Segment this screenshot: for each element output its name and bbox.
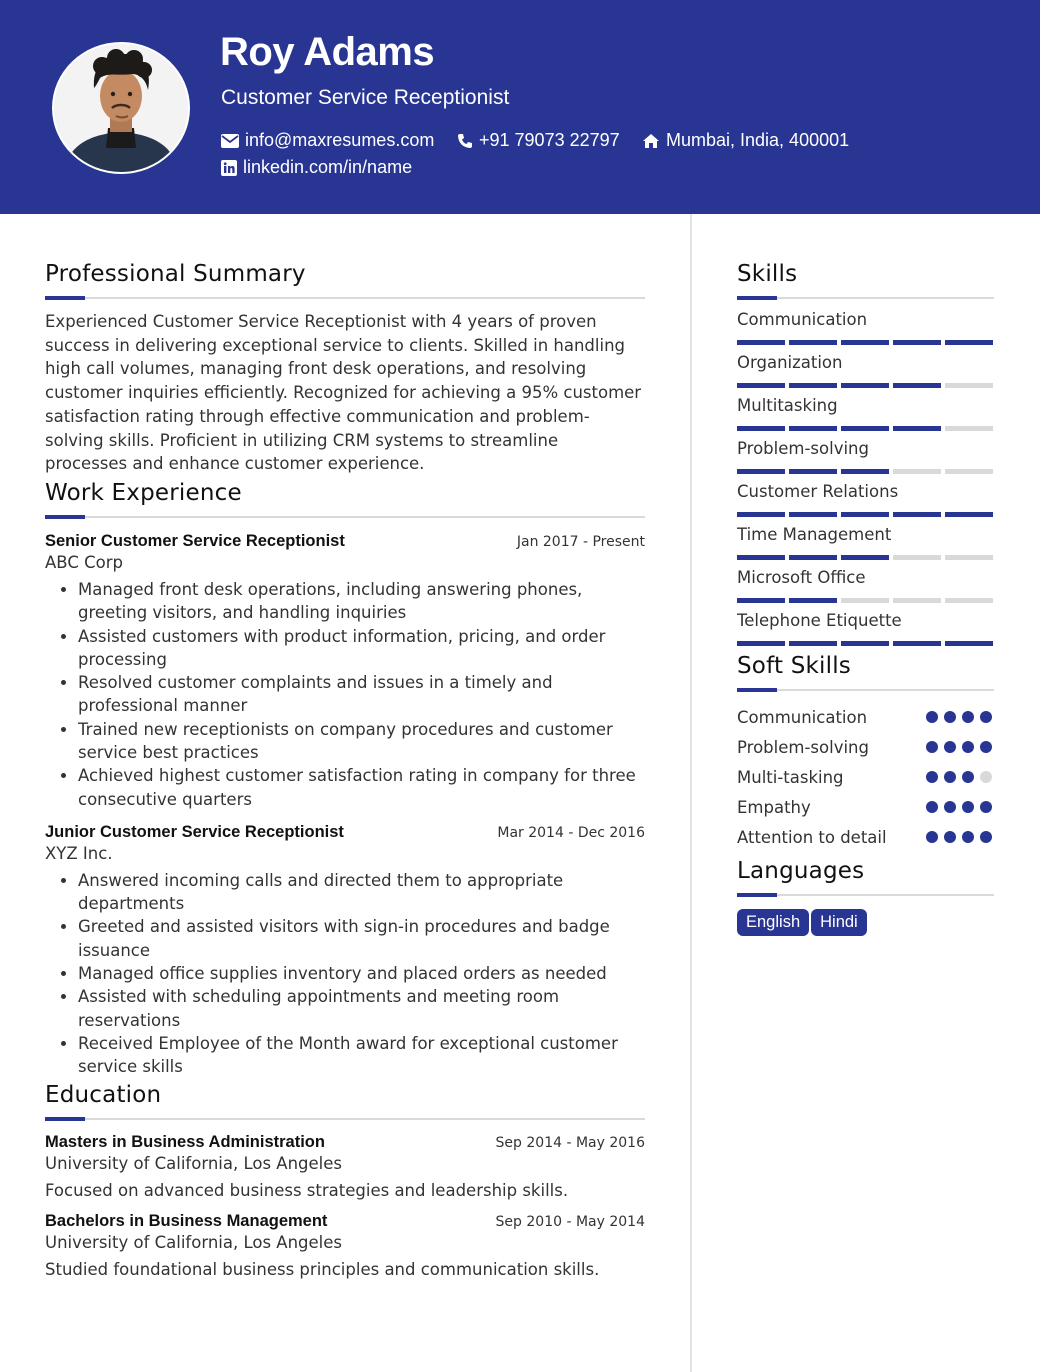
- skill-level-segment: [893, 383, 941, 388]
- linkedin-text: linkedin.com/in/name: [243, 157, 413, 177]
- job-title: Senior Customer Service Receptionist: [45, 531, 345, 550]
- job-bullets: [45, 578, 645, 811]
- rating-dot: [980, 801, 992, 813]
- education-dates: Sep 2014 - May 2016: [495, 1134, 645, 1151]
- skill-level-segment: [789, 383, 837, 388]
- skill-level-segment: [945, 469, 993, 474]
- rating-dot: [944, 831, 956, 843]
- language-badge: English: [737, 909, 809, 936]
- contact-location: [642, 130, 849, 151]
- skill-name: Organization: [737, 353, 843, 372]
- skill-level-bar: [737, 512, 994, 517]
- rating-dot: [980, 771, 992, 783]
- rating-dot: [926, 741, 938, 753]
- skill-name: Telephone Etiquette: [737, 611, 902, 630]
- section-rule: [737, 296, 994, 300]
- skill-name: Multitasking: [737, 396, 838, 415]
- skill-level-segment: [945, 641, 993, 646]
- list-item: • Managed front desk operations, including answering phones, greeting visitors, and handling inquiries: [78, 578, 645, 625]
- education-description: Studied foundational business principles and communication skills.: [45, 1260, 600, 1280]
- education-entry: [45, 1212, 645, 1282]
- list-item: • Assisted with scheduling appointments and meeting room reservations: [78, 985, 645, 1032]
- rating-dot: [944, 711, 956, 723]
- skill-level-bar: [737, 383, 994, 388]
- skill-level-segment: [737, 469, 785, 474]
- skill-level-segment: [893, 512, 941, 517]
- section-rule: [737, 893, 994, 897]
- skill-item: [737, 353, 994, 388]
- skill-level-bar: [737, 598, 994, 603]
- skill-level-segment: [945, 340, 993, 345]
- contact-phone[interactable]: [457, 130, 620, 151]
- soft-skills-list: [737, 706, 994, 849]
- soft-skill-name: Communication: [737, 708, 868, 727]
- skill-level-segment: [893, 426, 941, 431]
- skill-level-segment: [893, 555, 941, 560]
- section-rule: [45, 296, 645, 300]
- skill-level-segment: [737, 383, 785, 388]
- profile-photo: [52, 42, 190, 174]
- rating-dot: [944, 771, 956, 783]
- experience-heading: Work Experience: [45, 479, 242, 506]
- education-entry: [45, 1133, 645, 1203]
- skill-level-segment: [737, 340, 785, 345]
- rating-dot: [944, 741, 956, 753]
- rating-dot: [926, 831, 938, 843]
- skill-item: [737, 482, 994, 517]
- skill-level-bar: [737, 340, 994, 345]
- skill-name: Microsoft Office: [737, 568, 866, 587]
- summary-heading: Professional Summary: [45, 261, 306, 287]
- rating-dot: [980, 711, 992, 723]
- location-text: Mumbai, India, 400001: [666, 130, 850, 150]
- rating-dot: [926, 801, 938, 813]
- skill-level-segment: [893, 598, 941, 603]
- skill-item: [737, 310, 994, 345]
- list-item: • Received Employee of the Month award for exceptional customer service skills: [78, 1032, 645, 1079]
- soft-skills-section: [737, 652, 994, 849]
- soft-skill-rating: [924, 706, 994, 723]
- soft-skill-name: Attention to detail: [737, 828, 887, 847]
- soft-skill-item: [737, 736, 994, 759]
- soft-skills-heading: Soft Skills: [737, 653, 851, 679]
- soft-skill-rating: [924, 766, 994, 783]
- job-entry: [45, 823, 645, 1079]
- skill-level-segment: [737, 641, 785, 646]
- skill-level-segment: [841, 512, 889, 517]
- section-rule: [45, 515, 645, 519]
- degree-title: Masters in Business Administration: [45, 1132, 325, 1151]
- soft-skill-name: Multi-tasking: [737, 768, 844, 787]
- home-icon: [642, 133, 660, 149]
- soft-skill-item: [737, 796, 994, 819]
- list-item: • Managed office supplies inventory and placed orders as needed: [78, 962, 645, 985]
- skill-name: Customer Relations: [737, 482, 899, 501]
- summary-text: Experienced Customer Service Receptionist with 4 years of proven success in delivering exceptional service to clients. Skilled in handling high call volumes, managing front desk operations, and resolving customer inquiries efficiently. Recognized for achieving a 95% customer satisfaction rating through effective communication and problem-solving skills. Proficient in utilizing CRM systems to streamline processes and enhance customer experience.: [45, 312, 642, 474]
- sidebar-column: [737, 214, 994, 936]
- list-item: • Trained new receptionists on company procedures and customer service best practices: [78, 718, 645, 765]
- skills-heading: Skills: [737, 261, 798, 287]
- rating-dot: [962, 801, 974, 813]
- languages-heading: Languages: [737, 858, 865, 884]
- section-rule: [737, 688, 994, 692]
- skills-section: [737, 260, 994, 646]
- degree-title: Bachelors in Business Management: [45, 1212, 328, 1231]
- skill-level-segment: [737, 555, 785, 560]
- skill-level-segment: [737, 426, 785, 431]
- education-description: Focused on advanced business strategies and leadership skills.: [45, 1180, 569, 1200]
- skills-list: [737, 310, 994, 646]
- skill-level-segment: [841, 641, 889, 646]
- soft-skill-rating: [924, 736, 994, 753]
- list-item: • Assisted customers with product information, pricing, and order processing: [78, 625, 645, 672]
- skill-level-segment: [841, 469, 889, 474]
- education-heading: Education: [45, 1081, 162, 1108]
- experience-section: [45, 479, 645, 1079]
- soft-skill-rating: [924, 826, 994, 843]
- education-section: [45, 1081, 645, 1282]
- skill-level-segment: [737, 512, 785, 517]
- skill-level-segment: [789, 426, 837, 431]
- main-column: [45, 214, 645, 1282]
- rating-dot: [944, 801, 956, 813]
- school-name: University of California, Los Angeles: [45, 1153, 343, 1173]
- skill-level-segment: [789, 340, 837, 345]
- rating-dot: [962, 831, 974, 843]
- job-entry: [45, 532, 645, 811]
- rating-dot: [962, 741, 974, 753]
- list-item: • Answered incoming calls and directed them to appropriate departments: [78, 869, 645, 916]
- languages-list: [737, 909, 994, 936]
- contact-linkedin[interactable]: [221, 157, 412, 178]
- envelope-icon: [221, 134, 239, 148]
- language-badge: Hindi: [811, 909, 867, 936]
- skill-level-segment: [789, 598, 837, 603]
- list-item: • Greeted and assisted visitors with sign-in procedures and badge issuance: [78, 915, 645, 962]
- school-name: University of California, Los Angeles: [45, 1233, 343, 1253]
- soft-skill-item: [737, 826, 994, 849]
- skill-level-segment: [841, 598, 889, 603]
- soft-skill-rating: [924, 796, 994, 813]
- skill-level-segment: [945, 512, 993, 517]
- skill-level-segment: [737, 598, 785, 603]
- skill-item: [737, 525, 994, 560]
- contact-email[interactable]: [221, 130, 434, 151]
- resume-header: [0, 0, 1040, 214]
- candidate-title: Customer Service Receptionist: [221, 86, 510, 109]
- skill-level-segment: [893, 340, 941, 345]
- list-item: • Achieved highest customer satisfaction rating in company for three consecutive quarters: [78, 764, 645, 811]
- job-dates: Mar 2014 - Dec 2016: [497, 824, 645, 841]
- summary-section: [45, 260, 645, 476]
- job-company: XYZ Inc.: [45, 843, 113, 863]
- job-bullets: [45, 869, 645, 1079]
- phone-text: +91 79073 22797: [479, 130, 620, 150]
- section-rule: [45, 1117, 645, 1121]
- person-portrait-icon: [54, 44, 188, 172]
- soft-skill-item: [737, 766, 994, 789]
- soft-skill-item: [737, 706, 994, 729]
- skill-level-segment: [893, 469, 941, 474]
- skill-name: Communication: [737, 310, 868, 329]
- phone-icon: [457, 133, 473, 149]
- skill-item: [737, 568, 994, 603]
- languages-section: [737, 857, 994, 936]
- skill-level-segment: [789, 555, 837, 560]
- skill-level-segment: [841, 426, 889, 431]
- rating-dot: [926, 771, 938, 783]
- skill-level-bar: [737, 426, 994, 431]
- skill-level-segment: [945, 383, 993, 388]
- skill-item: [737, 611, 994, 646]
- skill-level-segment: [841, 340, 889, 345]
- rating-dot: [962, 771, 974, 783]
- skill-item: [737, 396, 994, 431]
- rating-dot: [926, 711, 938, 723]
- skill-level-segment: [841, 383, 889, 388]
- candidate-name: Roy Adams: [220, 30, 435, 74]
- rating-dot: [980, 741, 992, 753]
- soft-skill-name: Problem-solving: [737, 738, 869, 757]
- education-dates: Sep 2010 - May 2014: [495, 1214, 645, 1231]
- skill-level-segment: [945, 426, 993, 431]
- skill-level-segment: [789, 469, 837, 474]
- linkedin-icon: [221, 160, 237, 176]
- skill-level-bar: [737, 469, 994, 474]
- rating-dot: [980, 831, 992, 843]
- soft-skill-name: Empathy: [737, 798, 811, 817]
- skill-level-segment: [945, 598, 993, 603]
- job-title: Junior Customer Service Receptionist: [45, 822, 344, 841]
- email-text: info@maxresumes.com: [245, 130, 435, 150]
- list-item: • Resolved customer complaints and issues in a timely and professional manner: [78, 671, 645, 718]
- skill-level-segment: [789, 641, 837, 646]
- job-dates: Jan 2017 - Present: [516, 533, 645, 550]
- skill-item: [737, 439, 994, 474]
- skill-level-segment: [893, 641, 941, 646]
- skill-level-bar: [737, 641, 994, 646]
- job-company: ABC Corp: [45, 552, 123, 572]
- skill-level-segment: [789, 512, 837, 517]
- skill-name: Problem-solving: [737, 439, 869, 458]
- skill-level-segment: [841, 555, 889, 560]
- skill-level-segment: [945, 555, 993, 560]
- skill-name: Time Management: [737, 525, 892, 544]
- column-divider: [690, 214, 692, 1372]
- rating-dot: [962, 711, 974, 723]
- skill-level-bar: [737, 555, 994, 560]
